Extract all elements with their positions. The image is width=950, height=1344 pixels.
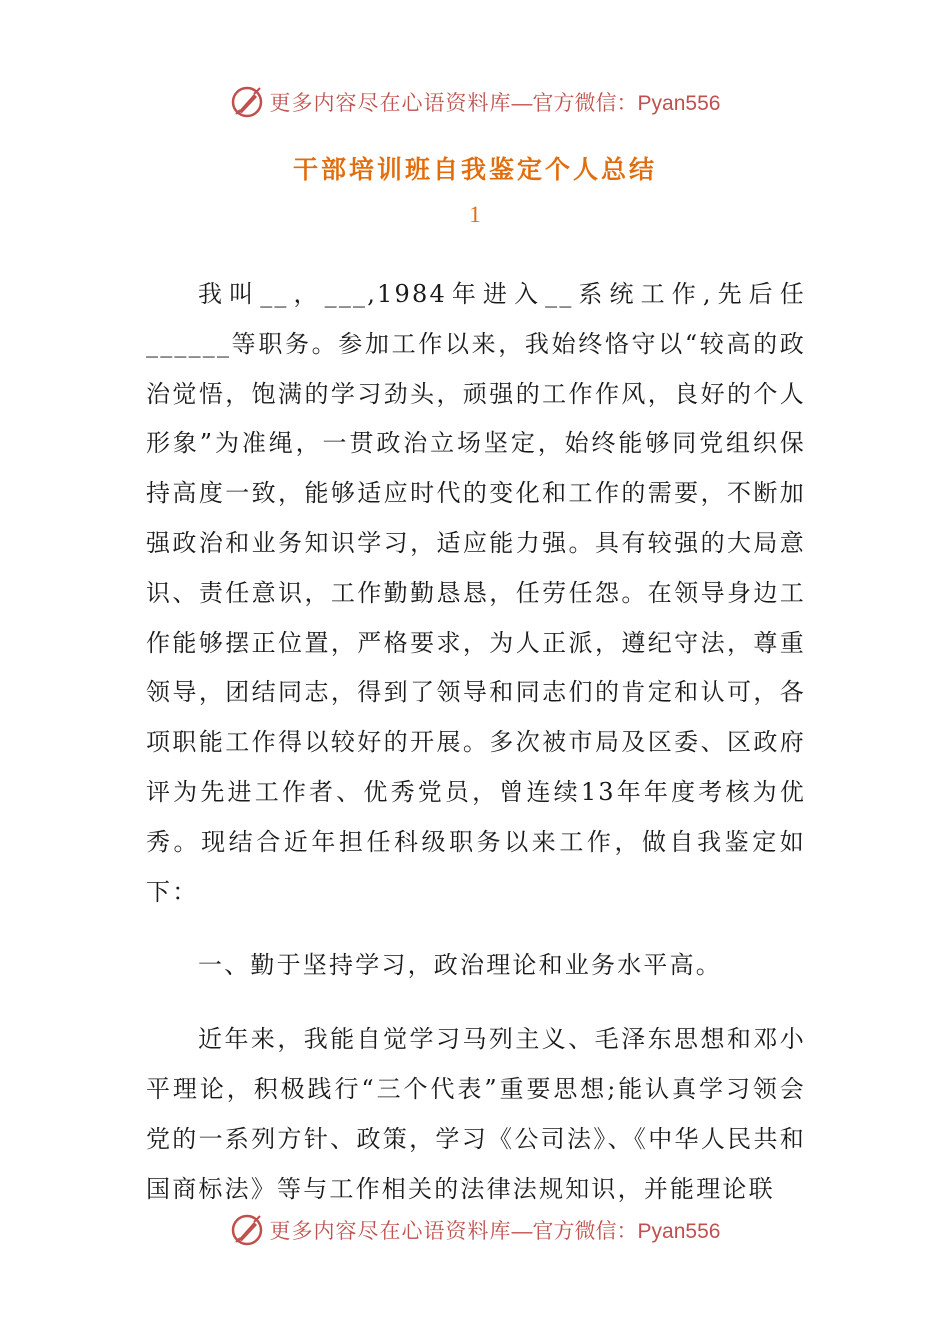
- document-body: [146, 270, 806, 1214]
- body-paragraph: 近年来，我能自觉学习马列主义、毛泽东思想和邓小平理论，积极践行“三个代表”重要思想;能认真学习领会党的一系列方针、政策，学习《公司法》、《中华人民共和国商标法》等与工作相关的法律法规知识，并能理论联: [146, 1025, 806, 1203]
- banner-contact-text: —官方微信：Pyan556: [511, 92, 721, 115]
- section-heading: 一、勤于坚持学习，政治理论和业务水平高。: [198, 951, 722, 980]
- header-banner: [0, 82, 950, 122]
- document-title: 干部培训班自我鉴定个人总结: [292, 155, 657, 184]
- quill-logo-icon: [230, 85, 264, 119]
- body-paragraph: 我叫__，___,1984年进入__系统工作,先后任______等职务。参加工作以来，我始终恪守以“较高的政治觉悟，饱满的学习劲头，顽强的工作作风，良好的个人形象”为准绳，一贯政治立场坚定，始终能够同党组织保持高度一致，能够适应时代的变化和工作的需要，不断加强政治和业务知识学习，适应能力强。具有较强的大局意识、责任意识，工作勤勤恳恳，任劳任怨。在领导身边工作能够摆正位置，严格要求，为人正派，遵纪守法，尊重领导，团结同志，得到了领导和同志们的肯定和认可，各项职能工作得以较好的开展。多次被市局及区委、区政府评为先进工作者、优秀党员，曾连续13年年度考核为优秀。现结合近年担任科级职务以来工作，做自我鉴定如下：: [146, 280, 806, 906]
- footer-contact-text: —官方微信：Pyan556: [511, 1220, 721, 1243]
- banner-brand-text: 更多内容尽在心语资料库: [269, 91, 512, 115]
- footer-banner: [0, 1210, 950, 1250]
- quill-logo-icon: [230, 1213, 264, 1247]
- page-number: 1: [469, 202, 481, 227]
- footer-brand-text: 更多内容尽在心语资料库: [269, 1219, 512, 1243]
